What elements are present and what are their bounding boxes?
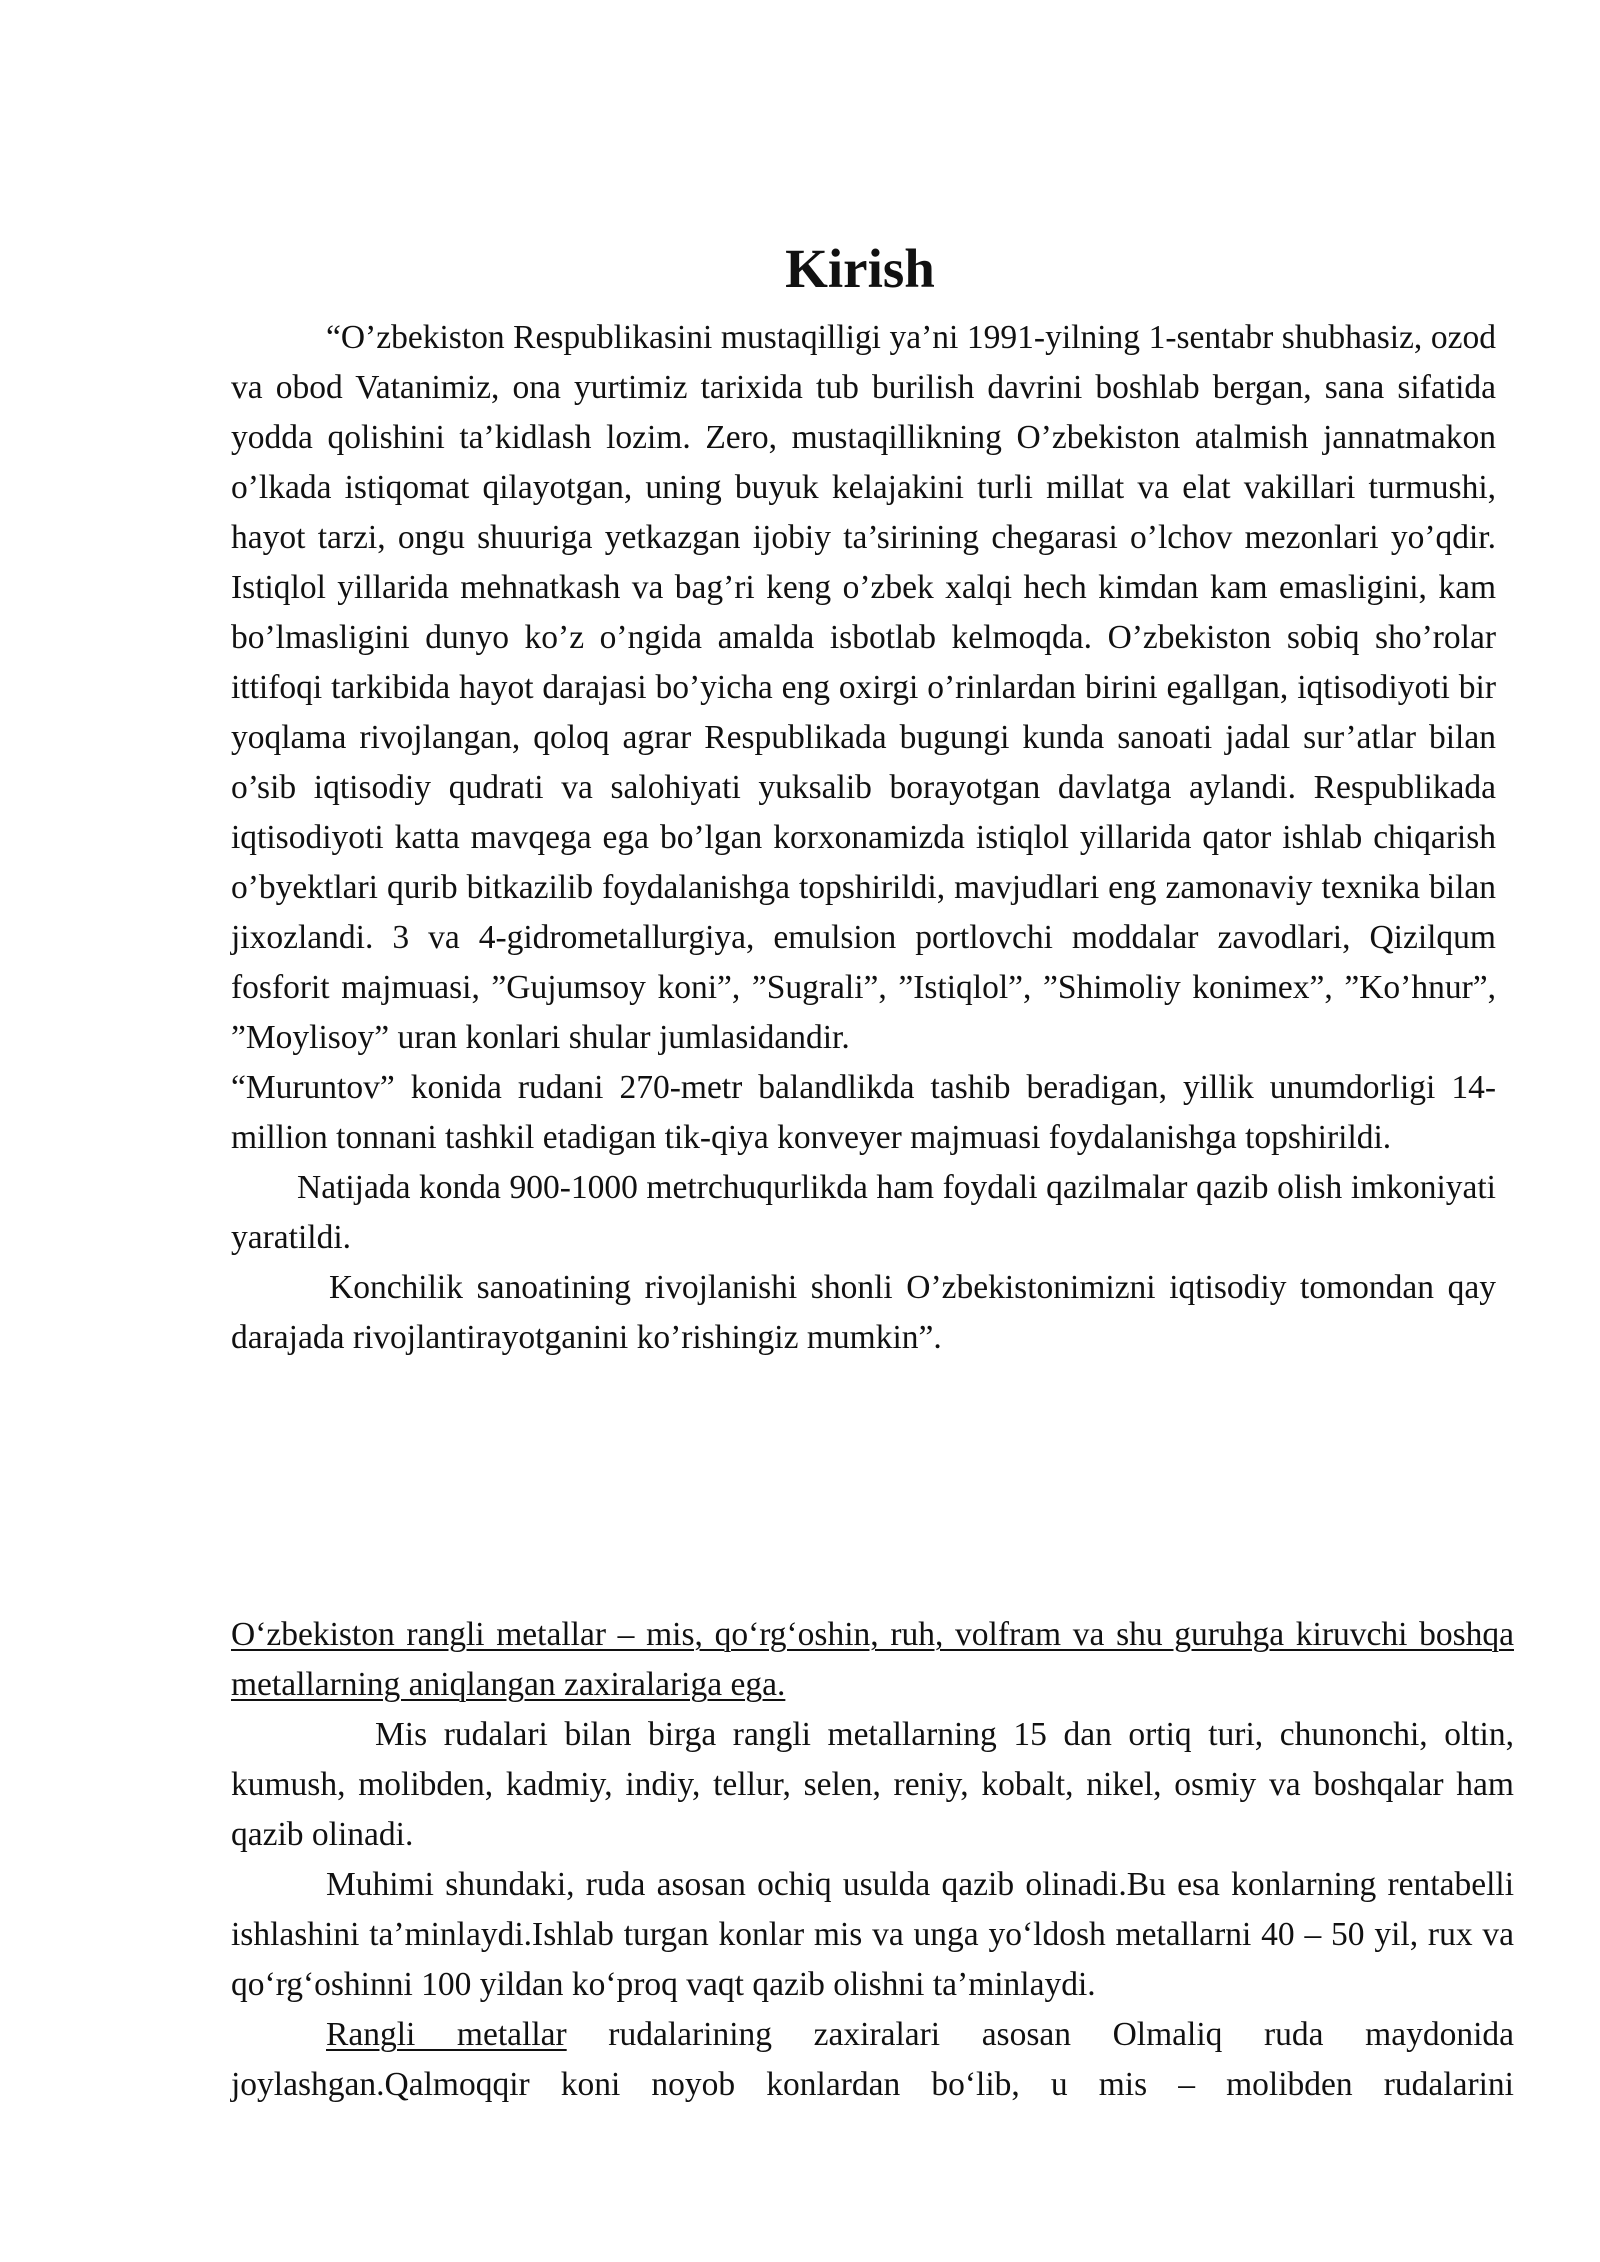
page-title: Kirish [785, 238, 935, 299]
intro-section [231, 313, 1496, 1363]
intro-paragraph-2: “Muruntov” konida rudani 270-metr balandlikda tashib beradigan, yillik unumdorligi 14-million tonnani tashkil etadigan tik-qiya konveyer majmuasi foydalanishga topshirildi. [231, 1069, 1496, 1156]
metals-paragraph-1: Mis rudalari bilan birga rangli metallarning 15 dan ortiq turi, chunonchi, oltin, kumush, molibden, kadmiy, indiy, tellur, selen, reniy, kobalt, nikel, osmiy va boshqalar ham qazib olinadi. [231, 1716, 1514, 1853]
metals-paragraph-3 [231, 2010, 1514, 2110]
metals-section [231, 1610, 1514, 2110]
intro-paragraph-4: Konchilik sanoatining rivojlanishi shonli O’zbekistonimizni iqtisodiy tomondan qay darajada rivojlantirayotganini ko’rishingiz mumkin”. [231, 1269, 1496, 1356]
metals-paragraph-3-underlined: Rangli metallar [326, 2016, 567, 2053]
intro-paragraph-3: Natijada konda 900-1000 metrchuqurlikda ham foydali qazilmalar qazib olish imkoniyati yaratildi. [231, 1169, 1496, 1256]
metals-paragraph-2: Muhimi shundaki, ruda asosan ochiq usulda qazib olinadi.Bu esa konlarning rentabelli ishlashini ta’minlaydi.Ishlab turgan konlar mis va unga yo‘ldosh metallarni 40 – 50 yil, rux va qo‘rg‘oshinni 100 yildan ko‘proq vaqt qazib olishni ta’minlaydi. [231, 1866, 1514, 2003]
metals-heading: O‘zbekiston rangli metallar – mis, qo‘rg‘oshin, ruh, volfram va shu guruhga kiruvchi boshqa metallarning aniqlangan zaxiralariga ega. [231, 1616, 1514, 1703]
intro-paragraph-1: “O’zbekiston Respublikasini mustaqilligi ya’ni 1991-yilning 1-sentabr shubhasiz, ozod va obod Vatanimiz, ona yurtimiz tarixida tub burilish davrini boshlab bergan, sana sifatida yodda qolishini ta’kidlash lozim. Zero, mustaqillikning O’zbekiston atalmish jannatmakon o’lkada istiqomat qilayotgan, uning buyuk kelajakini turli millat va elat vakillari turmushi, hayot tarzi, ongu shuuriga yetkazgan ijobiy ta’sirining chegarasi o’lchov mezonlari yo’qdir. Istiqlol yillarida mehnatkash va bag’ri keng o’zbek xalqi hech kimdan kam emasligini, kam bo’lmasligini dunyo ko’z o’ngida amalda isbotlab kelmoqda. O’zbekiston sobiq sho’rolar ittifoqi tarkibida hayot darajasi bo’yicha eng oxirgi o’rinlardan birini egallgan, iqtisodiyoti bir yoqlama rivojlangan, qoloq agrar Respublikada bugungi kunda sanoati jadal sur’atlar bilan o’sib iqtisodiy qudrati va salohiyati yuksalib borayotgan davlatga aylandi. Respublikada iqtisodiyoti katta mavqega ega bo’lgan korxonamizda istiqlol yillarida qator ishlab chiqarish o’byektlari qurib bitkazilib foydalanishga topshirildi, mavjudlari eng zamonaviy texnika bilan jixozlandi. 3 va 4-gidrometallurgiya, emulsion portlovchi moddalar zavodlari, Qizilqum fosforit majmuasi, ”Gujumsoy koni”, ”Sugrali”, ”Istiqlol”, ”Shimoliy konimex”, ”Ko’hnur”, ”Moylisoy” uran konlari shular jumlasidandir. [231, 319, 1496, 1056]
metals-paragraph-3-text: rudalarining zaxiralari asosan Olmaliq ruda maydonida joylashgan.Qalmoqqir koni noyob konlardan bo‘lib, u mis – molibden rudalarini [231, 2016, 1514, 2103]
